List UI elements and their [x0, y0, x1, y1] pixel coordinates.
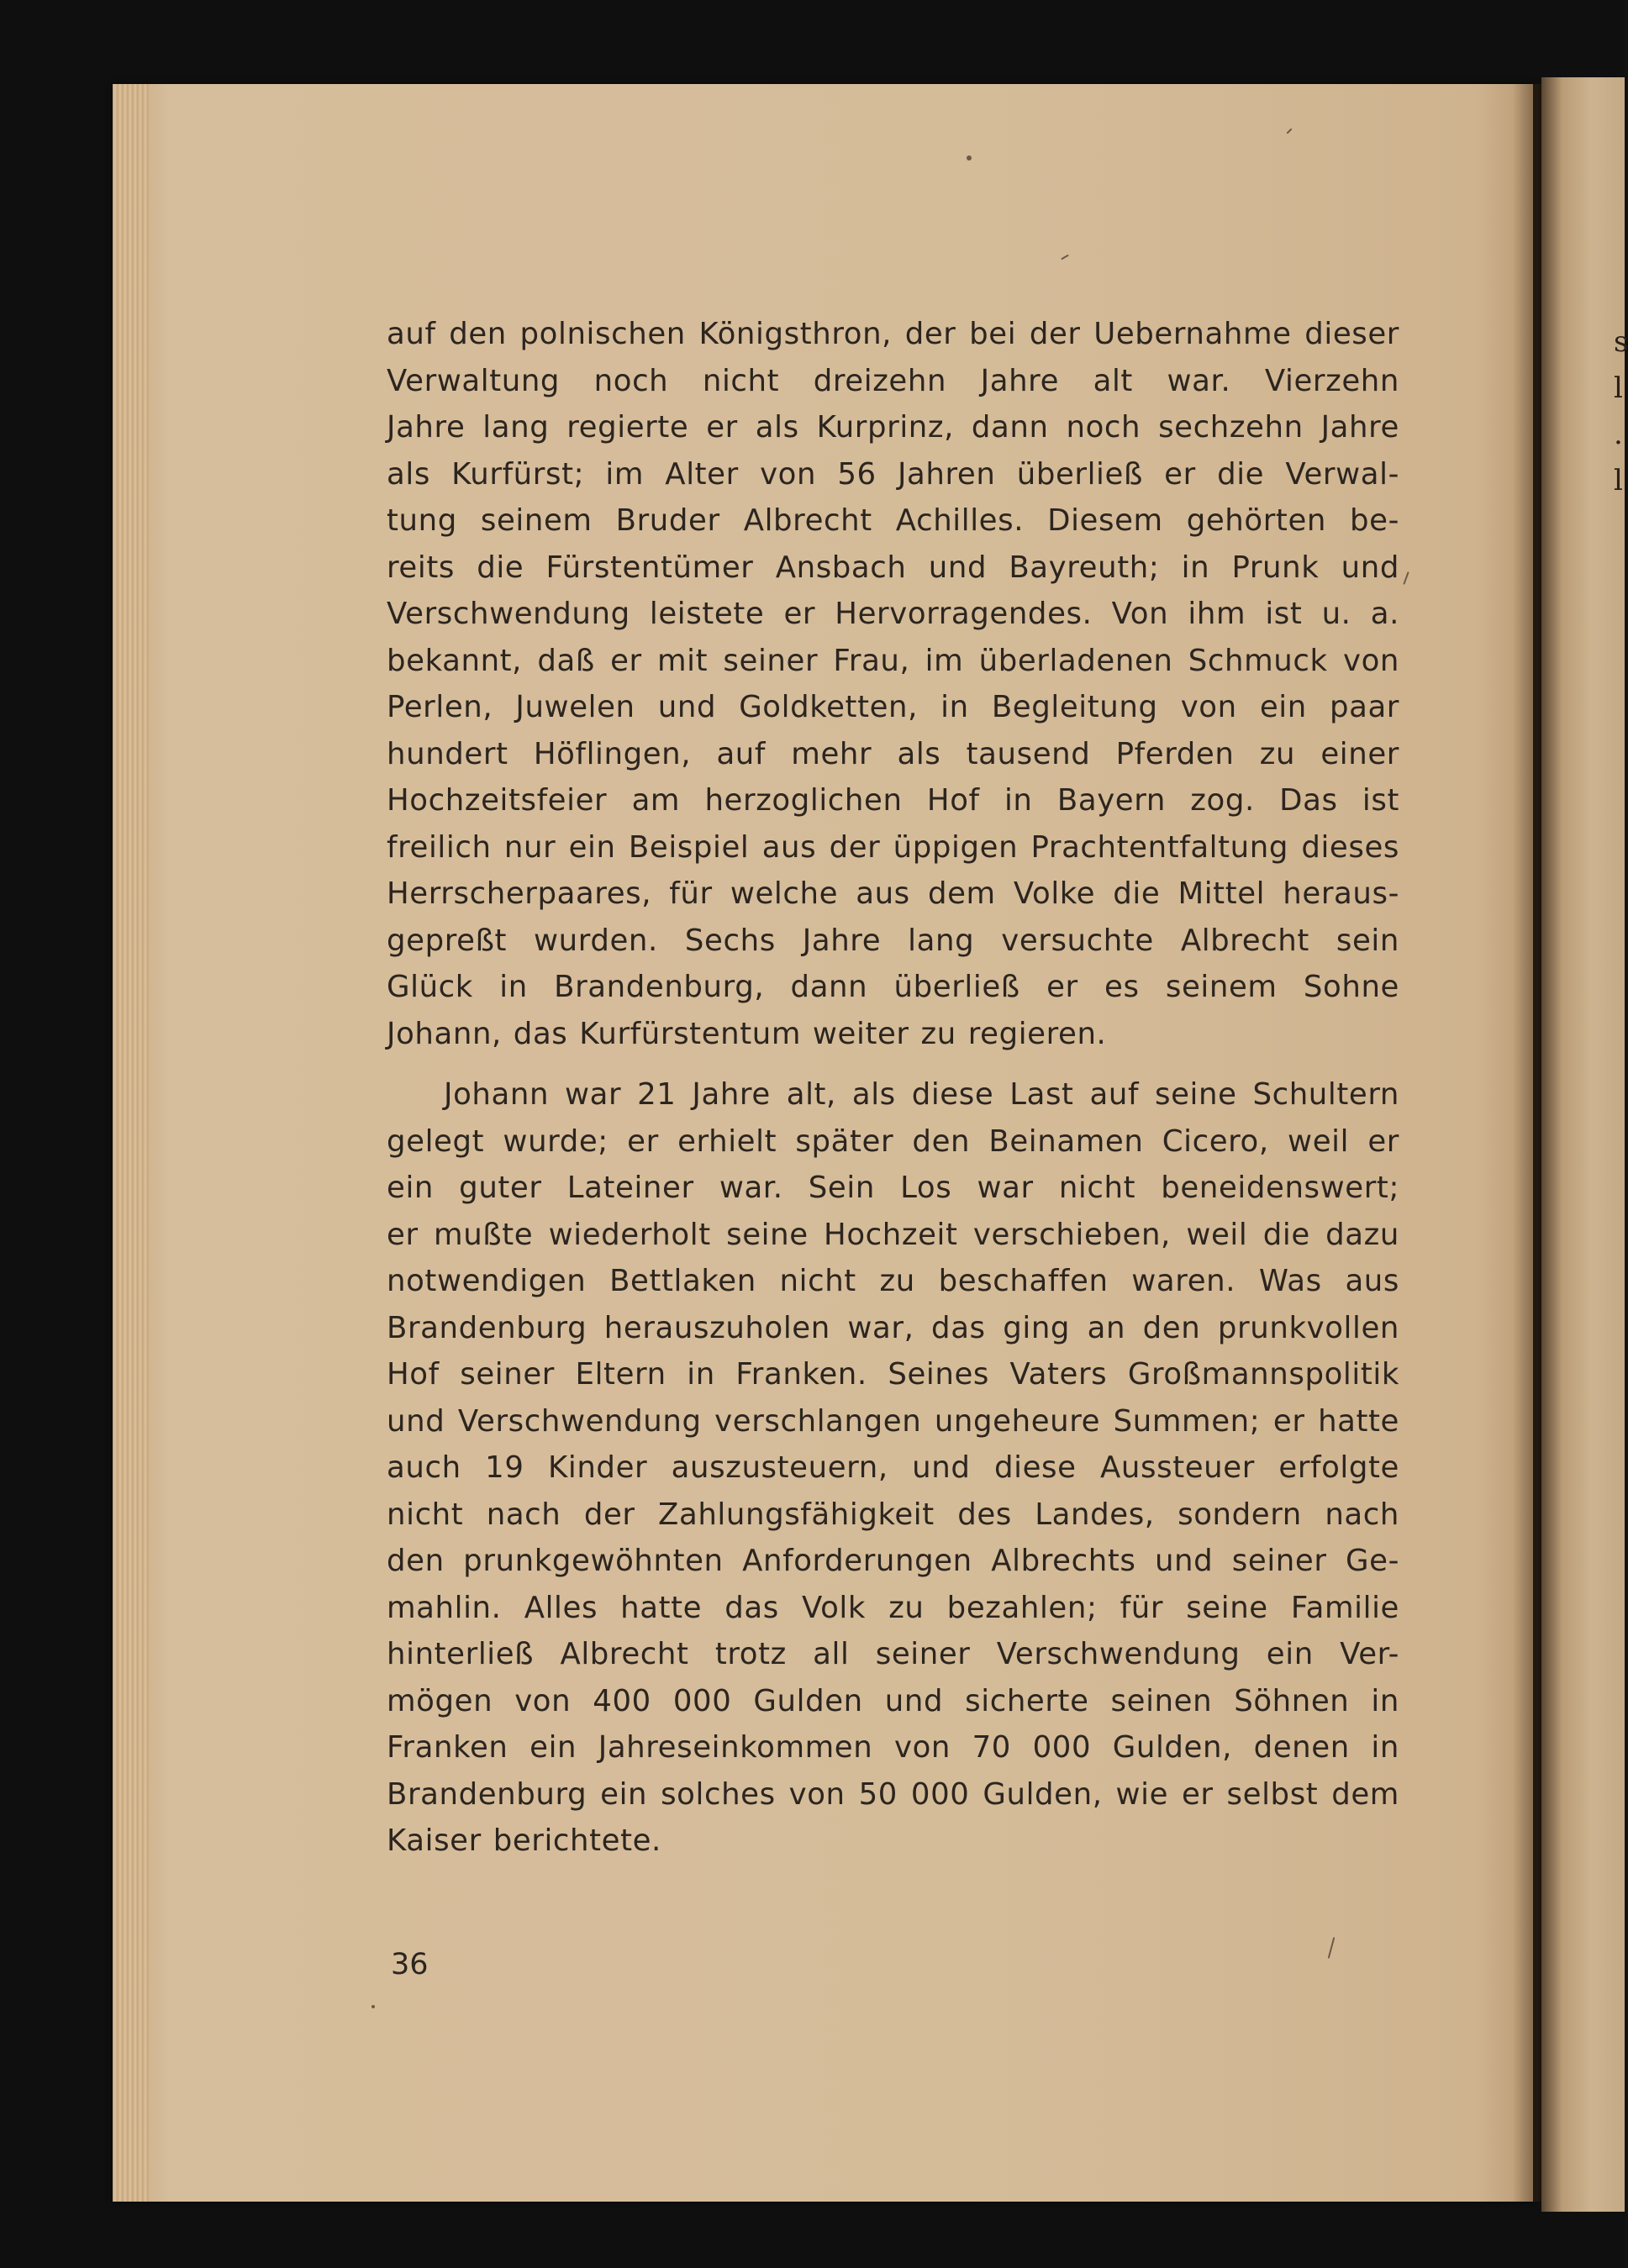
text-line: Kaiser berichtete. — [387, 1823, 661, 1858]
text-line: den prunkgewöhnten Anforderungen Albrechts und seiner Ge- — [387, 1544, 1399, 1578]
text-line: Verwaltung noch nicht dreizehn Jahre alt war. Vierzehn — [387, 363, 1399, 398]
text-line: Brandenburg ein solches von 50 000 Gulden, wie er selbst dem — [387, 1776, 1399, 1812]
text-line: ein guter Lateiner war. Sein Los war nicht beneidenswert; — [387, 1171, 1399, 1205]
text-line: Hof seiner Eltern in Franken. Seines Vaters Großmannspolitik — [387, 1357, 1399, 1392]
paragraph-2 — [387, 1071, 1399, 1865]
text-line: Franken ein Jahreseinkommen von 70 000 Gulden, denen in — [387, 1730, 1399, 1765]
text-line: Brandenburg herauszuholen war, das ging an den prunkvollen — [387, 1310, 1399, 1345]
text-line: bekannt, daß er mit seiner Frau, im überladenen Schmuck von — [387, 643, 1399, 678]
text-line: notwendigen Bettlaken nicht zu beschaffen waren. Was aus — [387, 1264, 1399, 1298]
text-line: auch 19 Kinder auszusteuern, und diese Aussteuer erfolgte — [387, 1450, 1399, 1485]
text-line: nicht nach der Zahlungsfähigkeit des Landes, sondern nach — [387, 1497, 1399, 1532]
text-line: Johann war 21 Jahre alt, als diese Last auf seine Schultern — [444, 1077, 1399, 1112]
text-line: Glück in Brandenburg, dann überließ er es seinem Sohne — [387, 970, 1399, 1004]
paragraph-1 — [387, 311, 1399, 1057]
text-line: er mußte wiederholt seine Hochzeit verschieben, weil die dazu — [387, 1217, 1399, 1252]
text-line: gelegt wurde; er erhielt später den Beinamen Cicero, weil er — [387, 1123, 1399, 1159]
text-line: gepreßt wurden. Sechs Jahre lang versuchte Albrecht sein — [387, 923, 1399, 958]
page-number: 36 — [391, 1948, 429, 1981]
text-line: Perlen, Juwelen und Goldketten, in Begleitung von ein paar — [387, 690, 1399, 724]
text-line: freilich nur ein Beispiel aus der üppigen Prachtentfaltung dieses — [387, 829, 1399, 865]
text-line: mahlin. Alles hatte das Volk zu bezahlen; für seine Familie — [387, 1590, 1399, 1625]
text-line: als Kurfürst; im Alter von 56 Jahren überließ er die Verwal- — [387, 456, 1399, 492]
page-stack-edge — [113, 84, 150, 2202]
text-line: Verschwendung leistete er Hervorragendes. Von ihm ist u. a. — [387, 597, 1399, 631]
text-line: reits die Fürstentümer Ansbach und Bayreuth; in Prunk und — [387, 550, 1399, 585]
text-line: Jahre lang regierte er als Kurprinz, dann noch sechzehn Jahre — [387, 410, 1399, 445]
text-line: Hochzeitsfeier am herzoglichen Hof in Bayern zog. Das ist — [387, 783, 1399, 818]
text-line: auf den polnischen Königsthron, der bei der Uebernahme dieser — [387, 317, 1399, 351]
paper-speck — [967, 155, 972, 160]
text-line: tung seinem Bruder Albrecht Achilles. Diesem gehörten be- — [387, 503, 1399, 538]
text-line: und Verschwendung verschlangen ungeheure Summen; er hatte — [387, 1403, 1399, 1439]
text-line: hundert Höflingen, auf mehr als tausend Pferden zu einer — [387, 736, 1399, 771]
paper-speck — [371, 2005, 375, 2008]
text-line: Johann, das Kurfürstentum weiter zu regieren. — [387, 1016, 1107, 1051]
text-line: Herrscherpaares, für welche aus dem Volke die Mittel heraus- — [387, 876, 1399, 911]
facing-page-edge — [1541, 77, 1628, 2212]
facing-page-text-fragment: s l . l — [1614, 325, 1628, 497]
text-line: hinterließ Albrecht trotz all seiner Verschwendung ein Ver- — [387, 1637, 1399, 1671]
text-line: mögen von 400 000 Gulden und sicherte seinen Söhnen in — [387, 1683, 1399, 1718]
body-text — [387, 311, 1399, 1865]
